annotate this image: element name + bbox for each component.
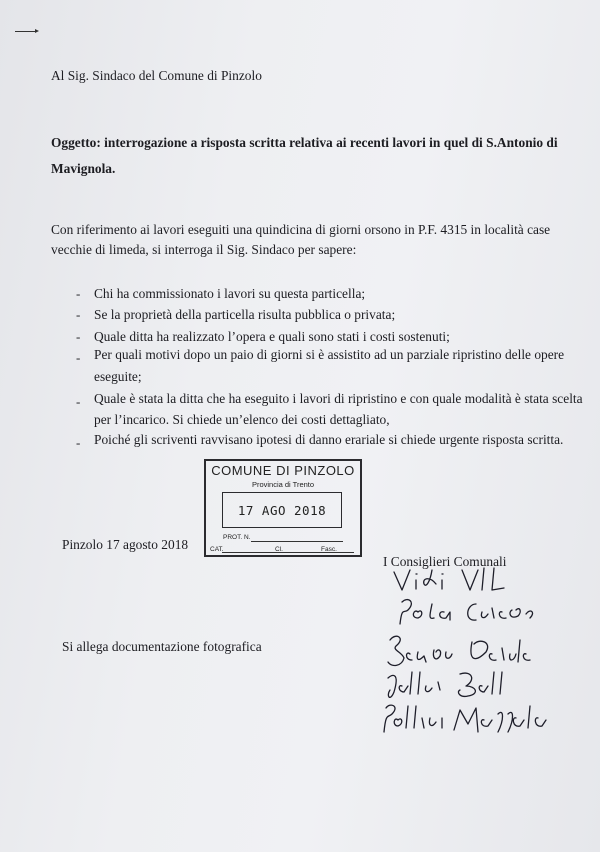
stamp-cat-label: CAT. [210,546,224,553]
signature-5 [384,705,546,732]
stamp-cat-line [222,552,354,553]
corner-arrow-mark [15,31,37,32]
addressee: Al Sig. Sindaco del Comune di Pinzolo [51,68,262,83]
bullet-dash: - [76,435,81,450]
subject-line-1: Oggetto: interrogazione a risposta scritta relativa ai recenti lavori in quel di S.Antonio di [51,135,558,150]
list-item-continuation: per l’incarico. Si chiede un’elenco dei costi dettagliato, [94,412,390,427]
place-date: Pinzolo 17 agosto 2018 [62,537,189,552]
signatories-heading: I Consiglieri Comunali [383,554,507,569]
list-item: Quale ditta ha realizzato l’opera e quali sono stati i costi sostenuti; [94,329,450,344]
handwritten-signatures [380,562,550,742]
stamp-prot-line [251,541,343,542]
stamp-subtitle: Provincia di Trento [251,480,315,489]
protocol-stamp [204,459,362,557]
stamp-title: COMUNE DI PINZOLO [211,463,355,478]
intro-line-1: Con riferimento ai lavori eseguiti una quindicina di giorni orsono in P.F. 4315 in località case [51,222,551,237]
stamp-prot-label: PROT. N. [223,534,251,541]
list-item-continuation: eseguite; [94,369,142,384]
stamp-cl-label: Cl. [275,546,283,553]
list-item: Poiché gli scriventi ravvisano ipotesi di danno erariale si chiede urgente risposta scritta. [94,432,564,447]
signature-3 [388,636,530,665]
stamp-date: 17 AGO 2018 [222,492,342,528]
attachment-note: Si allega documentazione fotografica [62,639,262,654]
signature-2 [400,600,533,624]
signature-4 [388,672,502,697]
list-item: Per quali motivi dopo un paio di giorni si è assistito ad un parziale ripristino delle opere [94,347,565,362]
list-item: Chi ha commissionato i lavori su questa particella; [94,286,366,301]
list-item: Quale è stata la ditta che ha eseguito i lavori di ripristino e con quale modalità è stata scelta [94,391,583,406]
subject-line-2: Mavignola. [51,161,116,176]
bullet-dash: - [76,329,81,344]
bullet-dash: - [76,350,81,365]
stamp-fasc-label: Fasc. [321,546,337,553]
bullet-dash: - [76,307,81,322]
bullet-dash: - [76,286,81,301]
signature-1 [394,568,504,590]
bullet-dash: - [76,394,81,409]
list-item: Se la proprietà della particella risulta pubblica o privata; [94,307,396,322]
intro-line-2: vecchie di limeda, si interroga il Sig. Sindaco per sapere: [51,242,357,257]
